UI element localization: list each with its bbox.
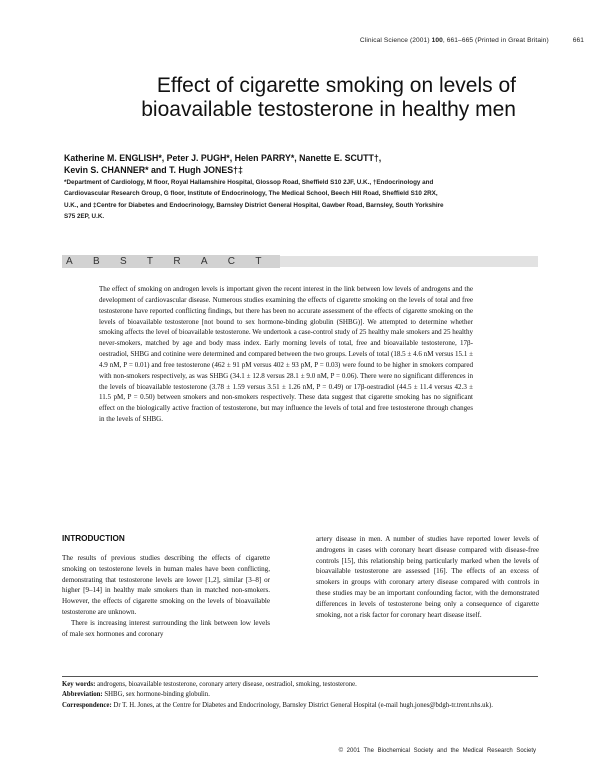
correspondence-label: Correspondence: — [62, 701, 112, 709]
abstract-text: The effect of smoking on androgen levels is important given the recent interest in the link between low levels of androgens and the development of cardiovascular disease. Numerous studies examining the effects of cigarette smoking on the levels of total and free testosterone have reported conflicting findings, but there has been no accurate assessment of the effects of cigarette smoking on the levels of bioavailable testosterone [not bound to sex hormone-binding globulin (SHBG)]. We attempted to determine whether smoking affects the level of bioavailable testosterone. We undertook a case-control study of 25 healthy male smokers and 25 healthy never-smokers, matched by age and body mass index. Early morning levels of total, free and bioavailable testosterone, 17β-oestradiol, SHBG and cotinine were determined and compared between the two groups. Levels of total (18.5 ± 4.6 nM versus 15.1 ± 4.9 nM, P = 0.01) and free testosterone (462 ± 91 pM versus 402 ± 93 pM, P = 0.03) were found to be higher in smokers compared with non-smokers respectively, as was SHBG (34.1 ± 12.8 versus 28.1 ± 9.0 nM, P = 0.06). There were no significant differences in the levels of bioavailable testosterone (3.78 ± 1.59 versus 3.51 ± 1.26 nM, P = 0.49) or 17β-oestradiol (44.5 ± 11.4 versus 42.3 ± 11.5 pM, P = 0.50) between smokers and non-smokers respectively. These data suggest that cigarette smoking has no significant effect on the biologically active fraction of testosterone, but may influence the levels of total and free testosterone through changes in the levels of SHBG. — [99, 285, 473, 424]
abbreviation-text: SHBG, sex hormone-binding globulin. — [102, 691, 210, 699]
correspondence-note — [62, 701, 538, 711]
abstract-heading: ABSTRACT — [62, 255, 280, 268]
running-head — [360, 37, 584, 44]
intro-paragraph-2: There is increasing interest surrounding the link between low levels of male sex hormones and coronary — [62, 618, 270, 638]
page-number: 661 — [572, 37, 584, 44]
affiliation-line-4: S75 2EP, U.K. — [64, 212, 105, 220]
title-line-2: bioavailable testosterone in healthy men — [141, 98, 516, 121]
keywords-text: androgens, bioavailable testosterone, coronary artery disease, oestradiol, smoking, testosterone. — [95, 681, 357, 688]
authors-line-2: Kevin S. CHANNER* and T. Hugh JONES†‡ — [64, 165, 243, 175]
author-list — [64, 152, 544, 176]
keywords-note — [62, 680, 538, 690]
copyright-footer: © 2001 The Biochemical Society and the Medical Research Society — [338, 748, 536, 754]
affiliation-line-2: Cardiovascular Research Group, G floor, Institute of Endocrinology, The Medical School, Beech Hill Road, Sheffield S10 2RX, — [64, 190, 438, 198]
page-range: , 661–665 (Printed in Great Britain) — [442, 37, 549, 44]
article-title — [60, 74, 516, 122]
abbreviation-label: Abbreviation: — [62, 691, 103, 699]
keywords-label: Key words: — [62, 681, 96, 688]
left-column — [62, 534, 270, 639]
article-notes — [62, 676, 538, 711]
volume-number: 100 — [431, 37, 443, 44]
affiliation-line-3: U.K., and ‡Centre for Diabetes and Endocrinology, Barnsley District General Hospital, Gawber Road, Barnsley, South Yorkshire — [64, 201, 444, 209]
correspondence-text: Dr T. H. Jones, at the Centre for Diabetes and Endocrinology, Barnsley District General Hospital (e-mail hugh.jones@bdgh-tr.trent.nhs.uk). — [111, 701, 493, 709]
title-line-1: Effect of cigarette smoking on levels of — [156, 74, 516, 97]
affiliation-line-1: *Department of Cardiology, M floor, Royal Hallamshire Hospital, Glossop Road, Sheffield S10 2JF, U.K., †Endocrinology and — [64, 179, 434, 186]
intro-paragraph-3: artery disease in men. A number of studies have reported lower levels of androgens in cases with coronary heart disease compared with disease-free controls [15], this relationship being particularly marked when the levels of bioavailable testosterone are assessed [16]. The effects of an excess of smokers in groups with coronary artery disease compared with controls in these studies may be an important confounding factor, with the demonstrated differences in levels of testosterone being only a consequence of cigarette smoking, not a risk factor for coronary heart disease itself. — [316, 535, 539, 619]
journal-name: Clinical Science (2001) — [359, 37, 430, 44]
abbreviation-note — [62, 690, 538, 700]
abstract-banner — [62, 256, 538, 267]
introduction-heading: INTRODUCTION — [62, 534, 125, 543]
affiliations — [64, 177, 544, 222]
right-column — [316, 534, 539, 620]
authors-line-1: Katherine M. ENGLISH*, Peter J. PUGH*, Helen PARRY*, Nanette E. SCUTT†, — [64, 153, 382, 163]
intro-paragraph-1: The results of previous studies describing the effects of cigarette smoking on testosterone levels in human males have been conflicting, demonstrating that testosterone levels are lower [1,2], similar [3–8] or higher [9–14] in healthy male smokers than in matched non-smokers. However, the effects of cigarette smoking on the levels of bioavailable testosterone are unknown. — [62, 554, 270, 616]
